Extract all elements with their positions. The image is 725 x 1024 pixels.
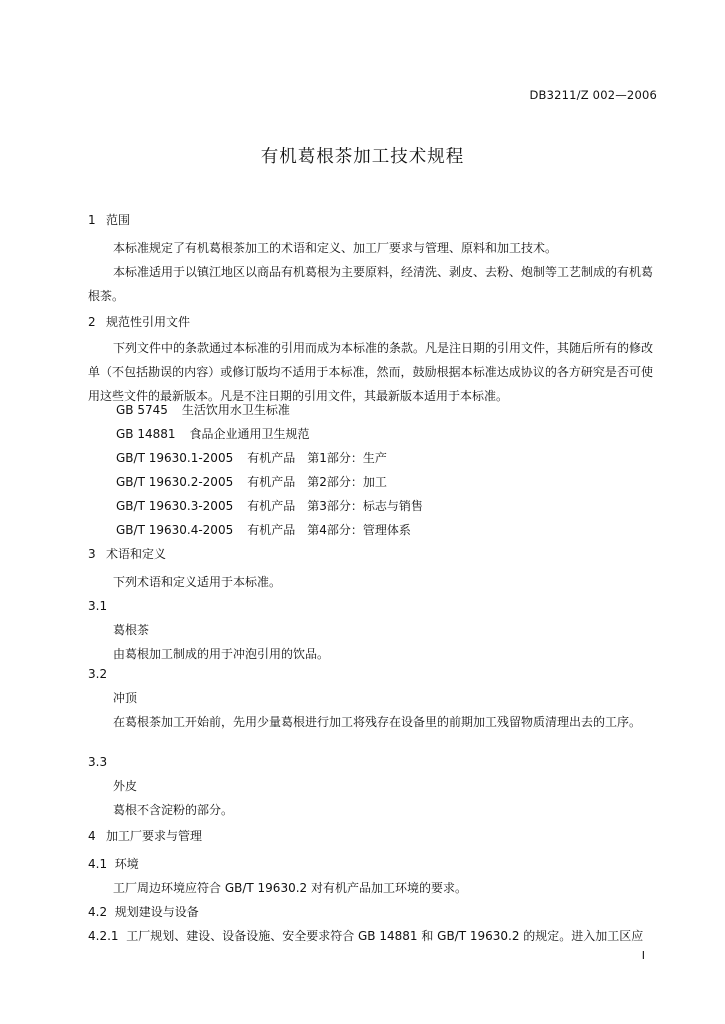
- document-code: DB3211/Z 002—2006: [529, 88, 657, 102]
- section-number: 3: [88, 547, 96, 561]
- reference-item: [116, 402, 290, 418]
- subsection-4-1-text: 工厂周边环境应符合 GB/T 19630.2 对有机产品加工环境的要求。: [113, 881, 467, 895]
- reference-item: [116, 498, 423, 514]
- section-number: 4: [88, 829, 96, 843]
- reference-title: 有机产品 第3部分：标志与销售: [247, 499, 423, 513]
- reference-title: 有机产品 第2部分：加工: [247, 475, 387, 489]
- reference-item: [116, 426, 310, 442]
- clause-text: 工厂规划、建设、设备设施、安全要求符合 GB 14881 和 GB/T 19630.2 的规定。进入加工区应: [126, 929, 644, 943]
- reference-title: 有机产品 第1部分：生产: [247, 451, 387, 465]
- reference-code: GB 5745: [116, 403, 168, 417]
- reference-code: GB/T 19630.4-2005: [116, 523, 234, 537]
- section-title: 范围: [106, 213, 131, 227]
- section-number: 2: [88, 315, 96, 329]
- page-number: I: [641, 949, 645, 962]
- section-1-heading: [88, 212, 130, 228]
- reference-code: GB/T 19630.3-2005: [116, 499, 234, 513]
- clause-number: 4.2.1: [88, 929, 119, 943]
- reference-code: GB/T 19630.1-2005: [116, 451, 234, 465]
- clause-number: 3.3: [88, 755, 108, 769]
- clause-number: 4.2: [88, 905, 108, 919]
- section-2-heading: [88, 314, 190, 330]
- section-title: 加工厂要求与管理: [106, 829, 203, 843]
- reference-code: GB/T 19630.2-2005: [116, 475, 234, 489]
- section-4-heading: [88, 828, 202, 844]
- reference-title: 食品企业通用卫生规范: [189, 427, 310, 441]
- reference-code: GB 14881: [116, 427, 176, 441]
- reference-title: 生活饮用水卫生标准: [181, 403, 290, 417]
- term-definition: 在葛根茶加工开始前，先用少量葛根进行加工将残存在设备里的前期加工残留物质清理出去的工序。: [113, 715, 642, 729]
- term-name: 冲顶: [113, 691, 138, 705]
- reference-item: [116, 450, 387, 466]
- subsection-4-1-heading: [88, 856, 139, 872]
- section-number: 1: [88, 213, 96, 227]
- section-2-paragraph-1: 下列文件中的条款通过本标准的引用而成为本标准的条款。凡是注日期的引用文件，其随后所有的修改单（不包括勘误的内容）或修订版均不适用于本标准，然而，鼓励根据本标准达成协议的各方研究是否可使用这些文件的最新版本。凡是不注日期的引用文件，其最新版本适用于本标准。: [88, 341, 654, 403]
- subsection-4-2-heading: [88, 904, 199, 920]
- term-definition: 由葛根加工制成的用于冲泡引用的饮品。: [113, 647, 330, 661]
- clause-number: 3.2: [88, 667, 108, 681]
- term-definition: 葛根不含淀粉的部分。: [113, 803, 234, 817]
- document-title: 有机葛根茶加工技术规程: [260, 147, 465, 167]
- clause-number: 3.1: [88, 599, 108, 613]
- section-title: 规范性引用文件: [106, 315, 191, 329]
- section-1-paragraph-1: 本标准规定了有机葛根茶加工的术语和定义、加工厂要求与管理、原料和加工技术。: [113, 241, 558, 255]
- reference-title: 有机产品 第4部分：管理体系: [247, 523, 411, 537]
- section-3-paragraph-1: 下列术语和定义适用于本标准。: [113, 575, 282, 589]
- clause-number: 4.1: [88, 857, 108, 871]
- term-name: 葛根茶: [113, 623, 150, 637]
- reference-item: [116, 522, 411, 538]
- term-name: 外皮: [113, 779, 138, 793]
- section-3-heading: [88, 546, 166, 562]
- reference-item: [116, 474, 387, 490]
- subsection-title: 环境: [114, 857, 139, 871]
- clause-4-2-1: [88, 928, 643, 944]
- section-title: 术语和定义: [106, 547, 167, 561]
- subsection-title: 规划建设与设备: [114, 905, 199, 919]
- section-1-paragraph-2: 本标准适用于以镇江地区以商品有机葛根为主要原料，经清洗、剥皮、去粉、炮制等工艺制成的有机葛根茶。: [88, 265, 654, 303]
